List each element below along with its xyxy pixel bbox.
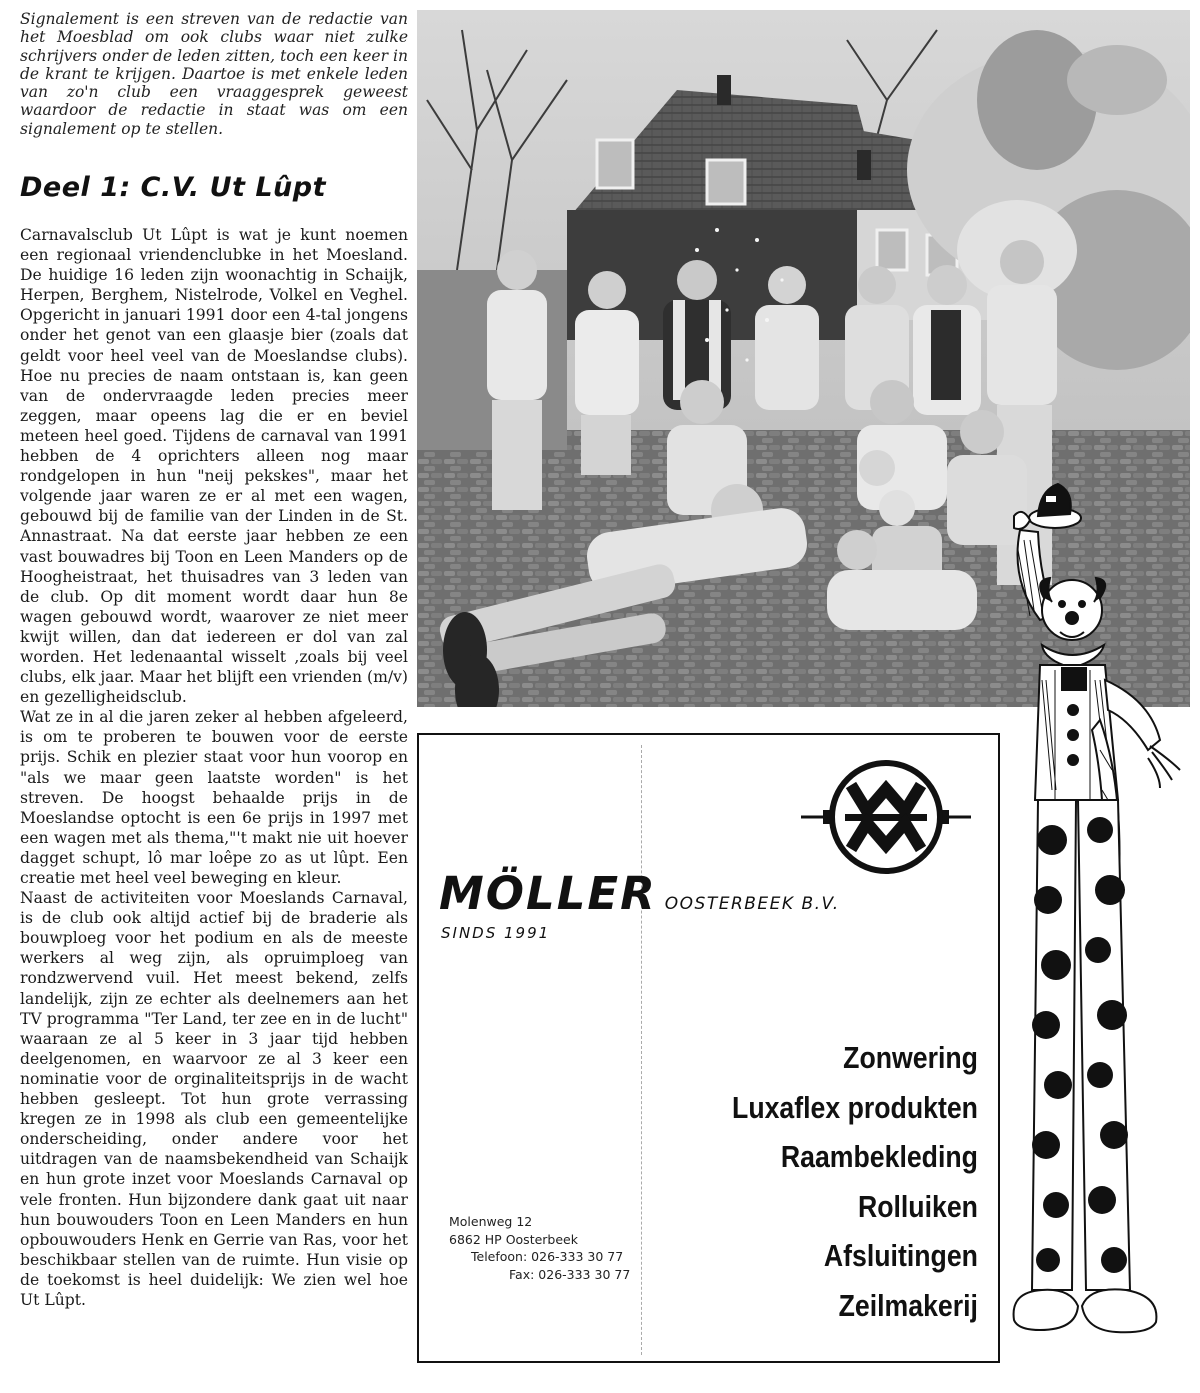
article-body [20,225,408,1385]
address-city: 6862 HP Oosterbeek [449,1231,578,1247]
body-paragraph-2: Wat ze in al die jaren zeker al hebben afgeleerd, is om te proberen te bouwen voor de eerste prijs. Schik en plezier staat voor hun voorop en "als we maar geen laatste worden" is het streven. De hoogst behaalde prijs in de Moeslandse optocht is een 6e prijs in 1997 met een wagen met als thema,"'t makt nie uit hoever dagget schupt, lô mar loêpe zo as ut lûpt. Een creatie met heel veel beweging en kleur. [20,708,408,887]
moller-advertisement [417,733,1000,1363]
phone-number: Telefoon: 026-333 30 77 [471,1249,624,1264]
fold-line [641,745,642,1355]
wm-logo-icon [801,755,971,880]
product-list [732,1033,978,1330]
since-label: SINDS 1991 [441,924,551,942]
brand-line [439,867,840,920]
contact-block [449,1213,630,1283]
product-item: Zeilmakerij [838,1287,978,1323]
intro-paragraph: Signalement is een streven van de redactie van het Moesblad om ook clubs waar niet zulke schrijvers onder de leden zitten, toch een keer in de krant te krijgen. Daartoe is met enkele leden van zo'n club een vraaggesprek geweest waardoor de redactie in staat was om een signalement op te stellen. [20,10,408,138]
body-paragraph-1: Carnavalsclub Ut Lûpt is wat je kunt noemen een regionaal vriendenclubke in het Moesland. De huidige 16 leden zijn woonachtig in Schaijk, Herpen, Berghem, Nistelrode, Volkel en Veghel. Opgericht in januari 1991 door een 4-tal jongens onder het genot van een glaasje bier (zoals dat geldt voor heel veel van de Moeslandse clubs). Hoe nu precies de naam ontstaan is, kan geen van de ondervraagde leden precies meer zeggen, maar opeens lag die er en beviel meteen heel goed. Tijdens de carnaval van 1991 hebben de 4 oprichters alleen nog maar rondgelopen in hun "neij pekskes", maar het volgende jaar waren ze er al met een wagen, gebouwd bij de familie van der Linden in de St. Annastraat. Na dat eerste jaar hebben ze een vast bouwadres bij Toon en Leen Manders op de Hoogheistraat, het thuisadres van 3 leden van de club. Op dit moment wordt daar hun 8e wagen gebouwd wordt, waarover ze niet meer kwijt willen, dan dat iedereen er dol van zal worden. Het ledenaantal wisselt ,zoals bij veel clubs, elk jaar. Maar het blijft een vrienden (m/v) en gezelligheidsclub. [20,226,408,707]
product-item: Raambekleding [780,1139,978,1174]
fax-number: Fax: 026-333 30 77 [509,1266,631,1282]
brand-name: MÖLLER [439,867,657,920]
brand-suffix: OOSTERBEEK B.V. [664,894,840,914]
clown-illustration-icon [1000,470,1190,1370]
product-item: Rolluiken [858,1188,978,1224]
body-paragraph-3: Naast de activiteiten voor Moeslands Carnaval, is de club ook altijd actief bij de braderie als bouwploeg voor het podium en als de meeste werkers al weg zijn, als opruimploeg van rondzwervend vuil. Het meest bekend, zelfs landelijk, zijn ze echter als deelnemers aan het TV programma "Ter Land, ter zee en in de lucht" waaraan ze al 5 keer in 3 jaar tijd hebben deelgenomen, en waarvoor ze al 3 keer een nominatie voor de orginaliteitsprijs in de wacht hebben gesleept. Tot hun grote verrassing kregen ze in 1998 als club een gemeentelijke onderscheiding, onder andere voor het uitdragen van de naamsbekendheid van Schaijk en hun grote inzet voor Moeslands Carnaval op vele fronten. Hun bijzondere dank gaat uit naar hun bouwouders Toon en Leen Manders en hun opbouwouders Henk en Gerrie van Ras, voor het beschikbaar stellen van de ruimte. Hun visie op de toekomst is heel duidelijk: We zien wel hoe Ut Lûpt. [20,889,408,1309]
product-item: Zonwering [843,1040,978,1075]
address-street: Molenweg 12 [449,1214,533,1229]
article-heading: Deel 1: C.V. Ut Lûpt [20,172,326,203]
product-item: Luxaflex produkten [732,1089,978,1125]
product-item: Afsluitingen [823,1238,978,1273]
